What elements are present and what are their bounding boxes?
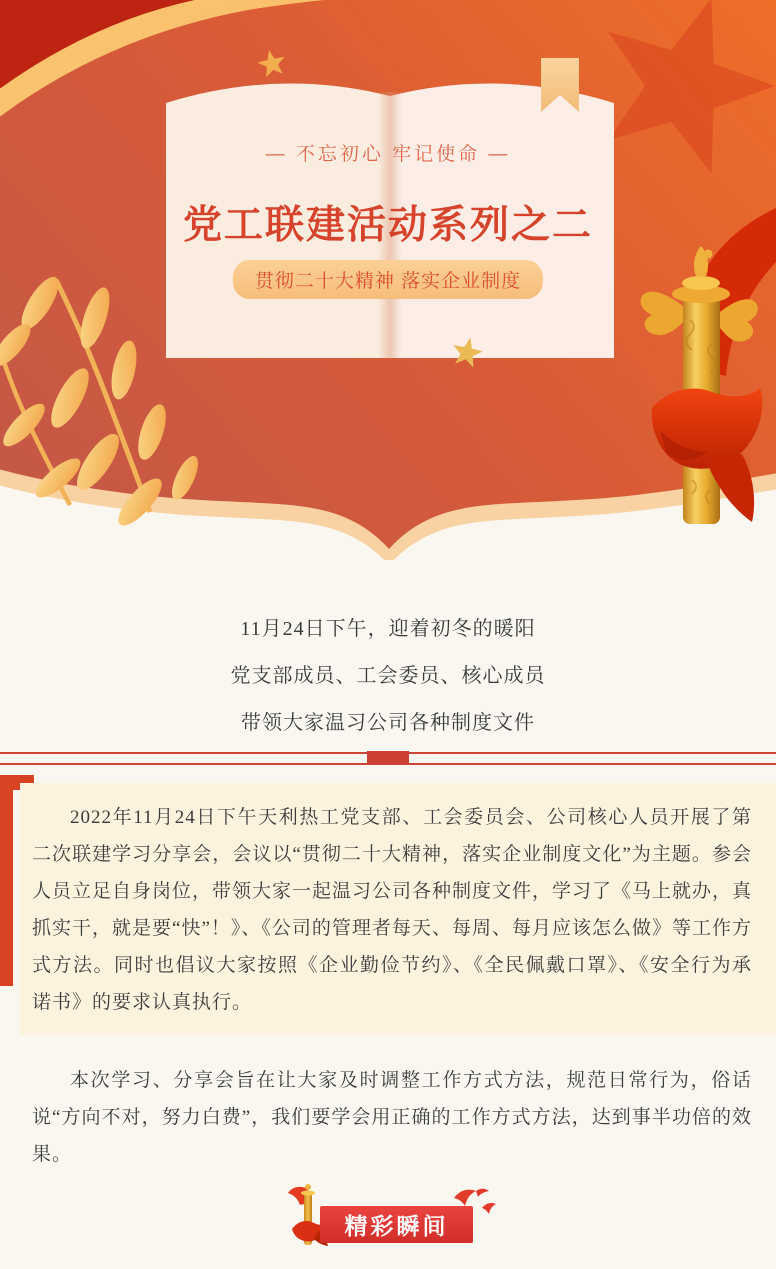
section-footer bbox=[0, 1180, 776, 1269]
intro-line-1: 11月24日下午，迎着初冬的暖阳 bbox=[240, 618, 536, 640]
intro-line-3: 带领大家温习公司各种制度文件 bbox=[241, 712, 535, 734]
section-header-button bbox=[320, 1206, 473, 1243]
banner-badge: 贯彻二十大精神 落实企业制度 bbox=[233, 260, 543, 299]
banner-slogan: — 不忘初心 牢记使命 — bbox=[265, 144, 511, 165]
header-banner bbox=[0, 0, 776, 560]
banner-title: 党工联建活动系列之二 bbox=[182, 204, 593, 247]
article-paragraph-2: 本次学习、分享会旨在让大家及时调整工作方式方法，规范日常行为，俗话说“方向不对，努力白费”，我们要学会用正确的工作方式方法，达到事半功倍的效果。 bbox=[32, 1070, 752, 1165]
section-button-label: 精彩瞬间 bbox=[344, 1213, 449, 1239]
section-divider bbox=[0, 749, 776, 767]
article-content-block bbox=[20, 783, 776, 1035]
corner-bracket-vertical bbox=[0, 775, 13, 986]
article-paragraph-1: 2022年11月24日下午天利热工党支部、工会委员会、公司核心人员开展了第二次联建学习分享会，会议以“贯彻二十大精神，落实企业制度文化”为主题。参会人员立足自身岗位，带领大家一起温习公司各种制度文件，学习了《马上就办，真抓实干，就是要“快”！》、《公司的管理者每天、每周、每月应该怎么做》等工作方式方法。同时也倡议大家按照《企业勤俭节约》、《全民佩戴口罩》、《安全行为承诺书》的要求认真执行。 bbox=[32, 807, 753, 1013]
intro-line-2: 党支部成员、工会委员、核心成员 bbox=[230, 665, 546, 687]
doves-icon bbox=[452, 1186, 500, 1218]
intro-lines bbox=[0, 606, 776, 747]
divider-center-block bbox=[367, 751, 409, 765]
